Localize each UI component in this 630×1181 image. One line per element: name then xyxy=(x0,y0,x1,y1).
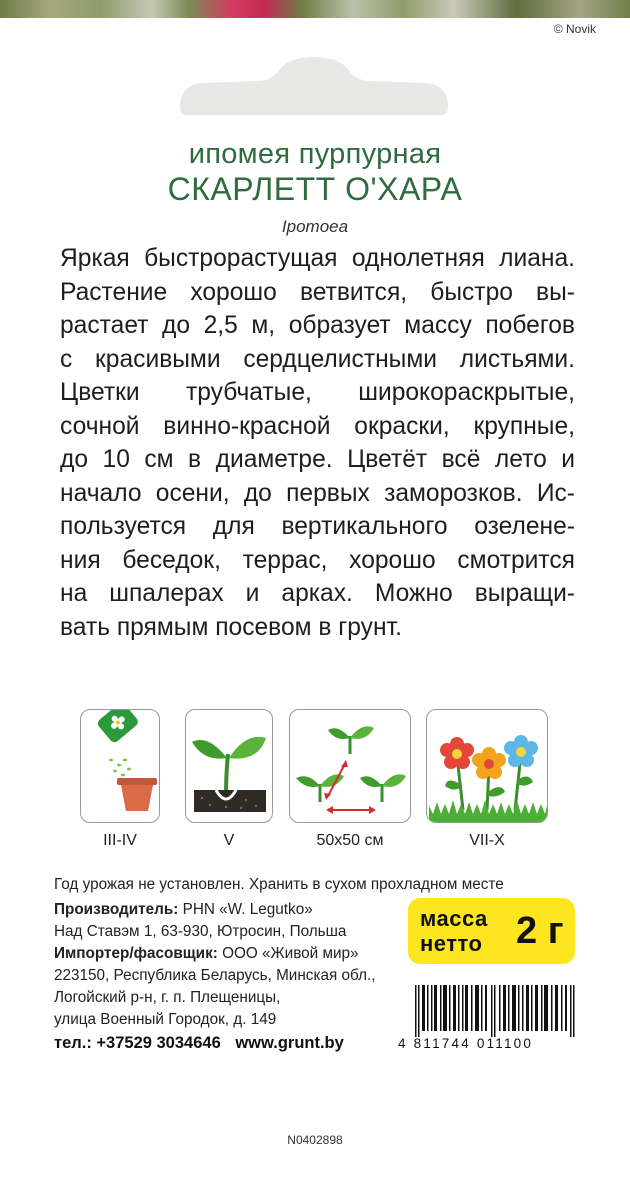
description-line: сочной винно-красной окраски, крупные, xyxy=(60,412,575,440)
net-mass-badge xyxy=(408,898,575,964)
contact-line xyxy=(54,1034,354,1053)
importer-address-1: 223150, Республика Беларусь, Минская обл., xyxy=(54,967,376,984)
description-line: Растение хорошо ветвится, быстро вы- xyxy=(60,278,575,306)
hang-hole-icon xyxy=(180,55,448,123)
producer-label: Производитель: xyxy=(54,901,179,918)
copyright: © Novik xyxy=(553,22,596,36)
description-line: на шпалерах и арках. Можно выращи- xyxy=(60,580,575,607)
description-line: Цветки трубчатые, широкораскрытые, xyxy=(60,379,575,406)
website: www.grunt.by xyxy=(235,1034,344,1052)
barcode-digits: 4 811744 011100 xyxy=(398,1036,534,1051)
importer-address-2: Логойский р-н, г. п. Плещеницы, xyxy=(54,989,281,1006)
producer-line xyxy=(54,901,313,919)
importer-address-3: улица Военный Городок, д. 149 xyxy=(54,1011,277,1028)
flowering-period-label: VII-X xyxy=(469,832,505,849)
variety-title: СКАРЛЕТТ О'ХАРА xyxy=(167,171,463,207)
producer-name: PHN «W. Legutko» xyxy=(182,901,313,918)
description-line: растает до 2,5 м, образует массу побегов xyxy=(60,312,575,339)
mass-word: масса xyxy=(420,906,488,931)
spacing-icon xyxy=(289,709,411,823)
importer-label: Импортер/фасовщик: xyxy=(54,945,218,962)
description-line: пользуется для вертикального озелене- xyxy=(60,513,575,540)
importer-name: ООО «Живой мир» xyxy=(222,945,359,962)
spacing-label: 50х50 см xyxy=(316,832,384,849)
importer-line xyxy=(54,945,359,963)
harvest-note: Год урожая не установлен. Хранить в сухом прохладном месте xyxy=(54,876,504,893)
seedling-period-label: V xyxy=(223,832,235,849)
mass-value: 2 г xyxy=(516,910,564,952)
flowers-icon xyxy=(426,709,548,823)
product-code: N0402898 xyxy=(287,1133,343,1147)
producer-address: Над Ставэм 1, 63-930, Ютросин, Польша xyxy=(54,923,347,940)
flower-photo-strip xyxy=(0,0,630,18)
barcode xyxy=(415,985,575,1037)
description-line: вать прямым посевом в грунт. xyxy=(60,613,402,641)
net-word: нетто xyxy=(420,931,483,956)
description-line: Яркая быстрорастущая однолетняя лиана. xyxy=(60,245,575,272)
sowing-period-label: III-IV xyxy=(103,832,137,849)
seedling-icon xyxy=(185,709,273,823)
description xyxy=(60,242,575,644)
description-line: ния беседок, террас, хорошо смотрится xyxy=(60,546,575,574)
product-type-title: ипомея пурпурная xyxy=(188,138,442,170)
description-line: с красивыми сердцелистными листьями. xyxy=(60,345,575,373)
phone: тел.: +37529 3034646 xyxy=(54,1034,221,1052)
latin-name: Ipomoea xyxy=(281,217,349,236)
description-line: до 10 см в диаметре. Цветёт всё лето и xyxy=(60,446,575,473)
sowing-pot-icon xyxy=(80,709,160,823)
description-line: начало осени, до первых заморозков. Ис- xyxy=(60,479,575,507)
